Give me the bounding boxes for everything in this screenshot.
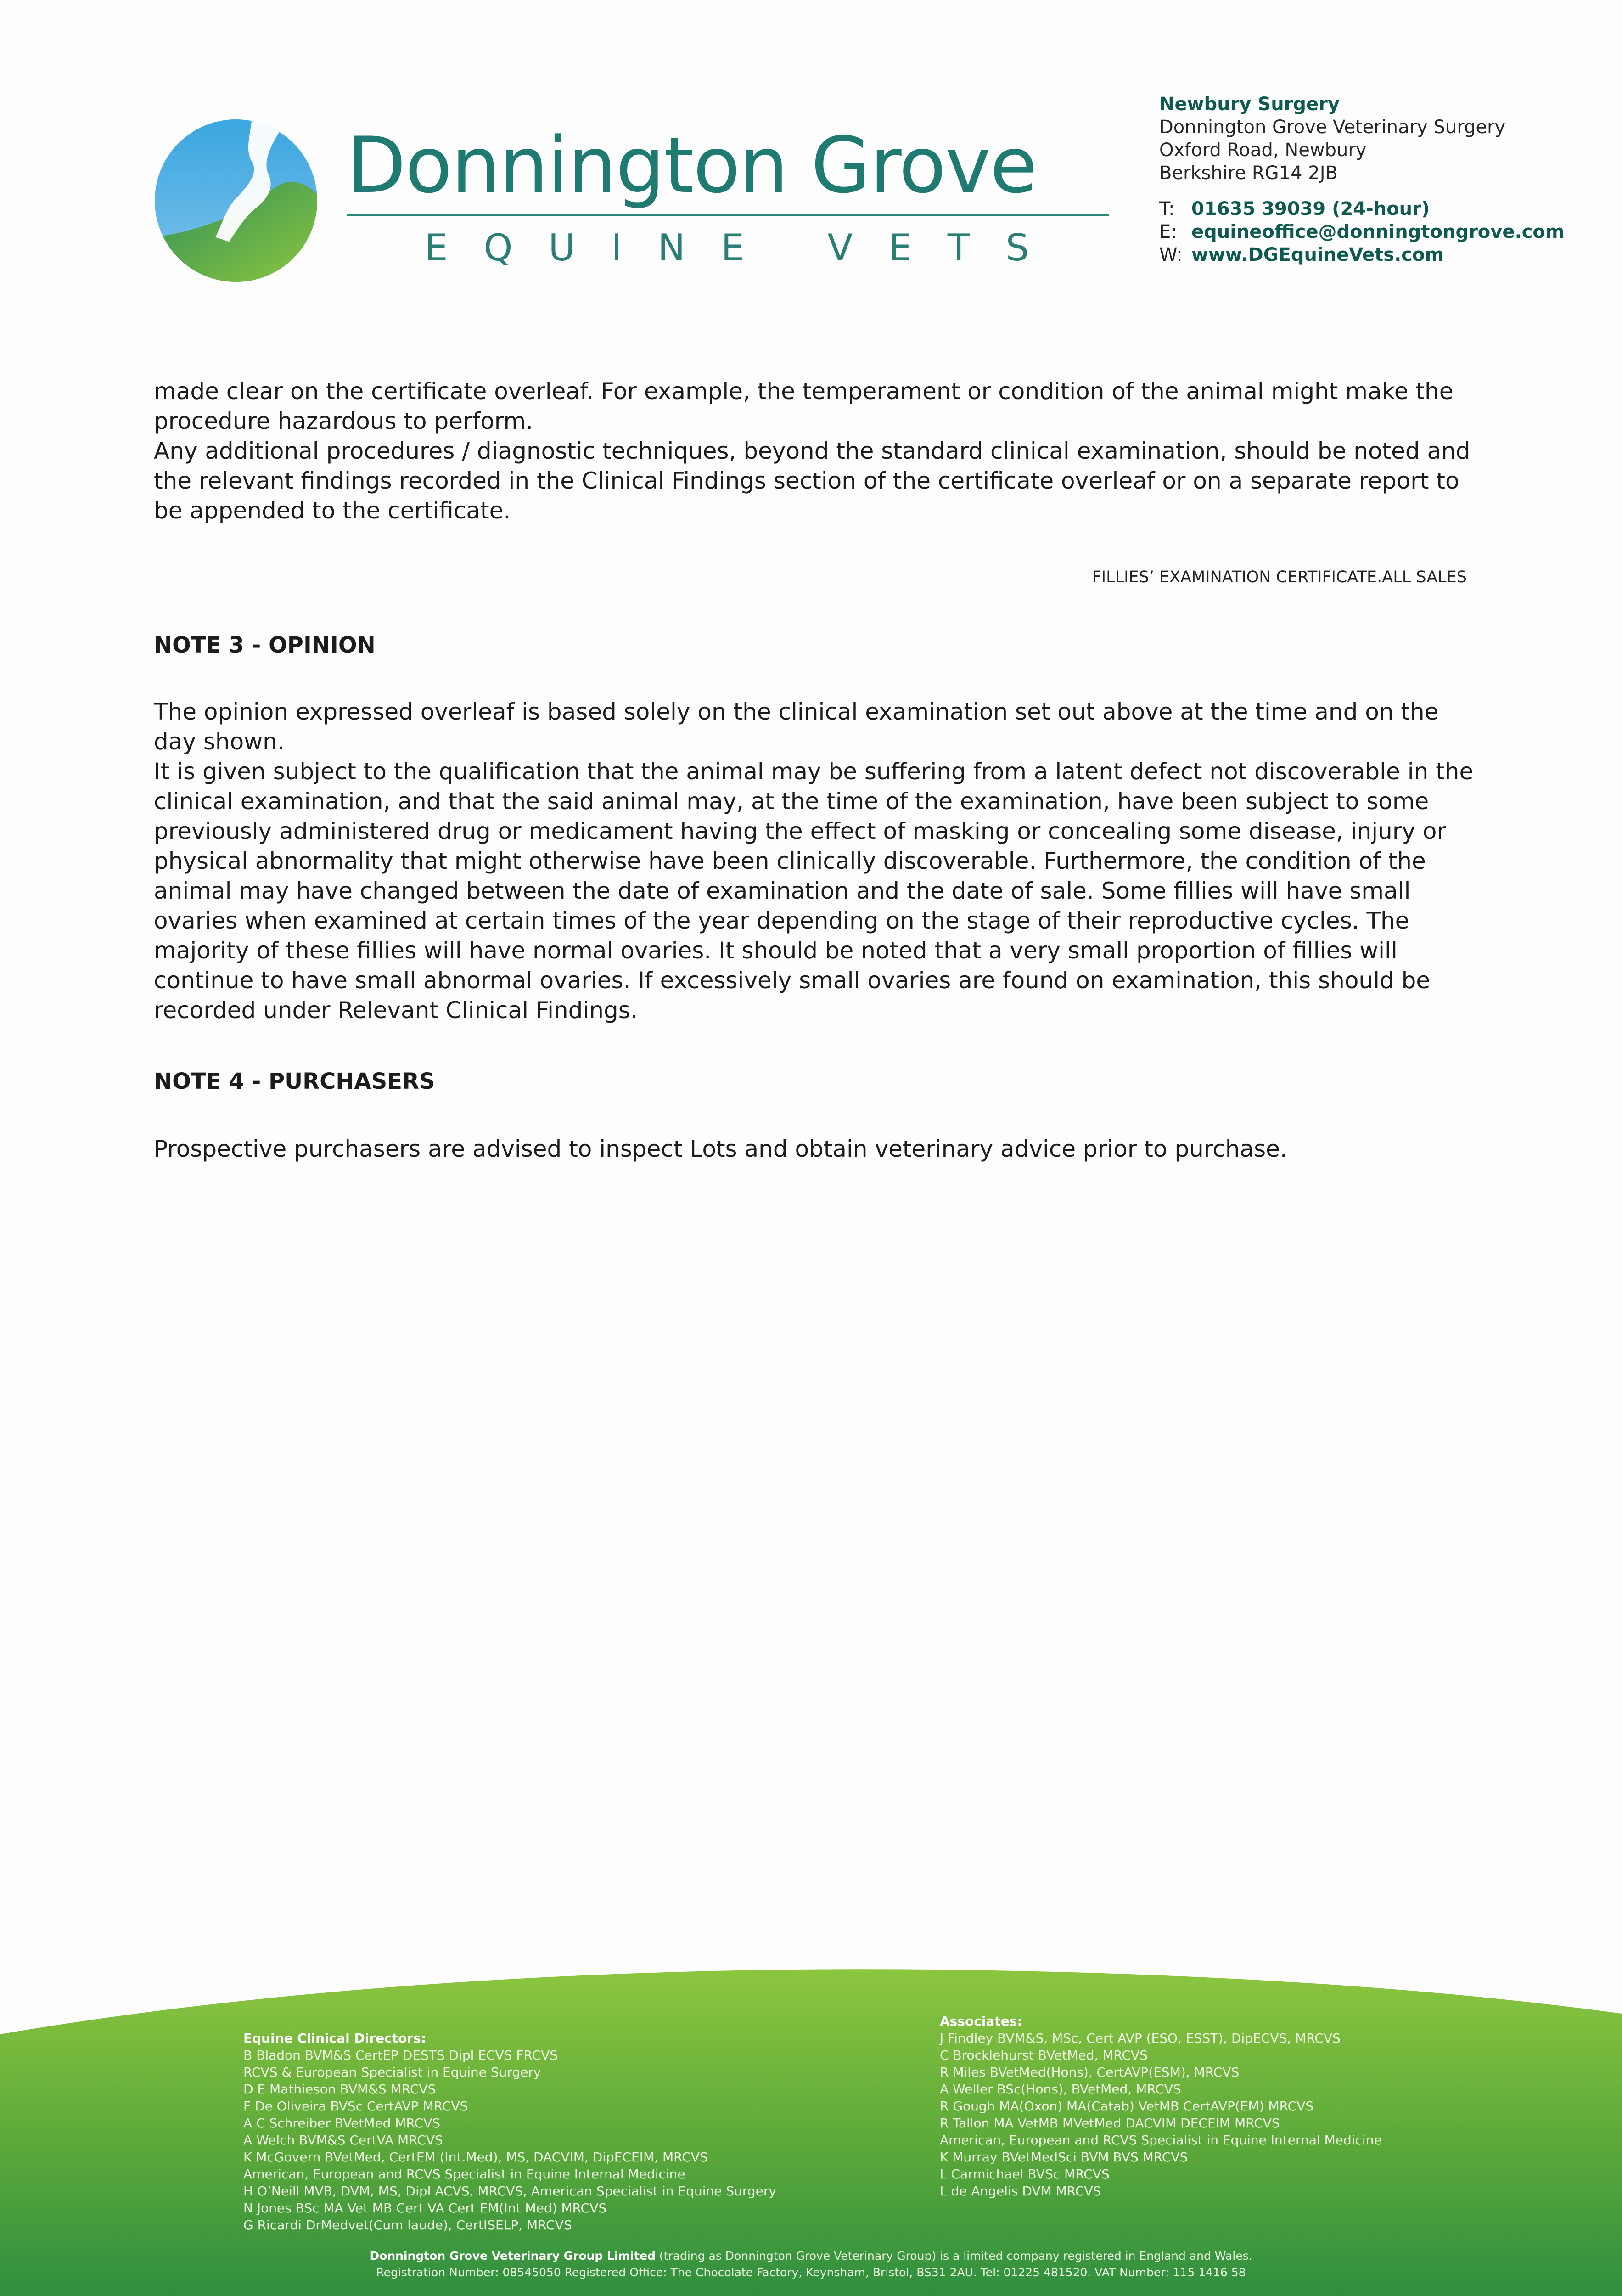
email-link[interactable]: equineoffice@donningtongrove.com (1191, 221, 1565, 242)
continuation-section (154, 377, 1476, 526)
website-link[interactable]: www.DGEquineVets.com (1191, 244, 1444, 265)
company-description: (trading as Donnington Grove Veterinary Group) is a limited company registered in England and Wales. (655, 2249, 1252, 2262)
director-line: D E Mathieson BVM&S MRCVS (243, 2082, 436, 2097)
brand-divider (347, 214, 1109, 216)
email-label: E: (1159, 221, 1177, 242)
brand-tagline: EQUINE VETS (425, 226, 1065, 269)
director-line: B Bladon BVM&S CertEP DESTS Dipl ECVS FRCVS (243, 2048, 558, 2063)
associate-line: L Carmichael BVSc MRCVS (940, 2167, 1110, 2182)
directors-title: Equine Clinical Directors: (243, 2031, 427, 2046)
document-reference: FILLIES’ EXAMINATION CERTIFICATE.ALL SALES (1092, 568, 1467, 586)
associates-title: Associates: (940, 2014, 1022, 2029)
note-4-body (154, 1134, 1476, 1164)
web-label: W: (1159, 244, 1183, 265)
company-registration: Registration Number: 08545050 Registered Office: The Chocolate Factory, Keynsham, Bristol, BS31 2AU. Tel: 01225 481520. VAT Number: 115 1416 58 (376, 2266, 1246, 2279)
associate-line: J Findley BVM&S, MSc, Cert AVP (ESO, ESST), DipECVS, MRCVS (940, 2031, 1341, 2046)
associate-line: R Gough MA(Oxon) MA(Catab) VetMB CertAVP(EM) MRCVS (940, 2099, 1314, 2114)
associate-line: K Murray BVetMedSci BVM BVS MRCVS (940, 2150, 1188, 2165)
contact-details (1159, 93, 1572, 266)
director-line: H O’Neill MVB, DVM, MS, Dipl ACVS, MRCVS, American Specialist in Equine Surgery (243, 2183, 776, 2199)
director-line: G Ricardi DrMedvet(Cum laude), CertISELP, MRCVS (243, 2217, 572, 2233)
director-line: RCVS & European Specialist in Equine Surgery (243, 2065, 541, 2080)
associate-line: L de Angelis DVM MRCVS (940, 2183, 1101, 2199)
director-line: N Jones BSc MA Vet MB Cert VA Cert EM(Int Med) MRCVS (243, 2200, 607, 2216)
director-line: K McGovern BVetMed, CertEM (Int.Med), MS, DACVIM, DipECEIM, MRCVS (243, 2150, 708, 2165)
company-name: Donnington Grove Veterinary Group Limited (370, 2249, 656, 2262)
director-line: American, European and RCVS Specialist in Equine Internal Medicine (243, 2167, 685, 2182)
directors-list (243, 2030, 776, 2234)
brand-name: Donnington Grove (347, 120, 1037, 210)
web-row (1159, 243, 1572, 266)
surgery-name: Newbury Surgery (1159, 94, 1340, 115)
logo (154, 110, 1065, 294)
associate-line: R Miles BVetMed(Hons), CertAVP(ESM), MRCVS (940, 2065, 1240, 2080)
associate-line: American, European and RCVS Specialist in Equine Internal Medicine (940, 2133, 1382, 2148)
director-line: A C Schreiber BVetMed MRCVS (243, 2116, 441, 2131)
phone-row (1159, 197, 1572, 220)
horse-logo-icon (154, 118, 318, 283)
associates-list (940, 2013, 1382, 2200)
associate-line: R Tallon MA VetMB MVetMed DACVIM DECEIM MRCVS (940, 2116, 1280, 2131)
additional-procedures-paragraph: Any additional procedures / diagnostic techniques, beyond the standard clinical examination, should be noted and the relevant findings recorded in the Clinical Findings section of the certificate overleaf or on a separate report to be appended to the certificate. (154, 438, 1470, 524)
address-line-2: Oxford Road, Newbury (1159, 140, 1367, 161)
address-line-1: Donnington Grove Veterinary Surgery (1159, 117, 1506, 138)
note-4-heading: NOTE 4 - PURCHASERS (154, 1069, 435, 1094)
note-4-paragraph: Prospective purchasers are advised to inspect Lots and obtain veterinary advice prior to purchase. (154, 1136, 1287, 1162)
associate-line: A Weller BSc(Hons), BVetMed, MRCVS (940, 2082, 1181, 2097)
associate-line: C Brocklehurst BVetMed, MRCVS (940, 2048, 1148, 2063)
note-3-paragraph-1: The opinion expressed overleaf is based solely on the clinical examination set out above at the time and on the day shown. (154, 698, 1439, 755)
company-legal-notice (0, 2248, 1622, 2281)
continuation-paragraph: made clear on the certificate overleaf. For example, the temperament or condition of the animal might make the procedure hazardous to perform. (154, 378, 1454, 434)
email-row (1159, 220, 1572, 243)
address-line-3: Berkshire RG14 2JB (1159, 163, 1338, 184)
note-3-heading: NOTE 3 - OPINION (154, 632, 376, 658)
phone-number[interactable]: 01635 39039 (24-hour) (1191, 198, 1430, 219)
note-3-body (154, 697, 1476, 1025)
note-3-paragraph-2: It is given subject to the qualification that the animal may be suffering from a latent defect not discoverable in the clinical examination, and that the said animal may, at the time of the examination, have been subject to some previously administered drug or medicament having the effect of masking or concealing some disease, injury or physical abnormality that might otherwise have been clinically discoverable. Furthermore, the condition of the animal may have changed between the date of examination and the date of sale. Some fillies will have small ovaries when examined at certain times of the year depending on the stage of their reproductive cycles. The majority of these fillies will have normal ovaries. It should be noted that a very small proportion of fillies will continue to have small abnormal ovaries. If excessively small ovaries are found on examination, this should be recorded under Relevant Clinical Findings. (154, 758, 1474, 1024)
director-line: A Welch BVM&S CertVA MRCVS (243, 2133, 443, 2148)
phone-label: T: (1159, 198, 1175, 219)
director-line: F De Oliveira BVSc CertAVP MRCVS (243, 2099, 468, 2114)
footer (0, 1965, 1622, 2296)
